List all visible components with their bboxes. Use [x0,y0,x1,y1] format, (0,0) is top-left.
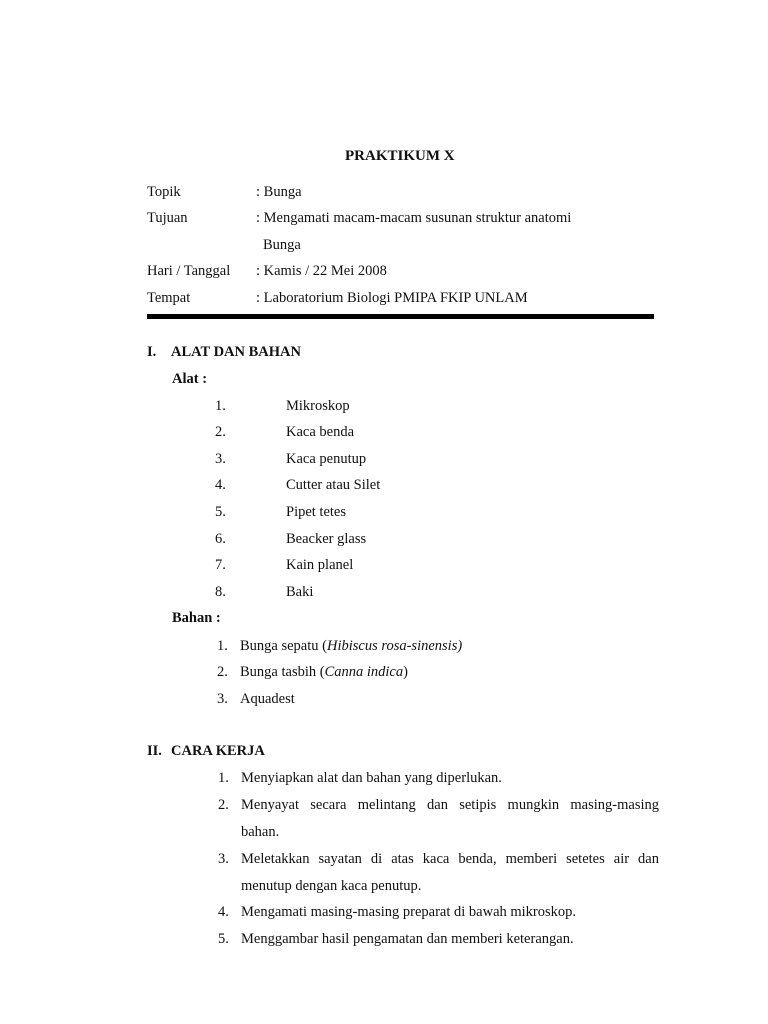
bahan-item-1 [240,637,462,655]
info-value-tempat: : Laboratorium Biologi PMIPA FKIP UNLAM [256,290,528,306]
bahan-item-1-latin: Hibiscus rosa-sinensis) [326,638,463,654]
bahan-item-2-post: ) [403,664,408,680]
alat-item-7: Kain planel [286,557,354,573]
step-num-3: 3. [218,851,229,867]
section-2-heading: CARA KERJA [171,743,265,759]
alat-num-1: 1. [215,398,226,414]
step-text-1: Menyiapkan alat dan bahan yang diperlukan. [241,770,502,786]
step-text-2-cont: bahan. [241,824,280,840]
alat-item-6: Beacker glass [286,531,367,547]
bahan-label: Bahan : [172,610,221,626]
bahan-num-1: 1. [217,638,228,654]
bahan-item-3-name: Aquadest [240,691,295,707]
bahan-item-1-name: Bunga sepatu ( [240,638,327,654]
alat-num-5: 5. [215,504,226,520]
section-1-number: I. [147,344,157,360]
info-value-topik: : Bunga [256,184,302,200]
bahan-item-2-latin: Canna indica [324,664,404,680]
alat-num-4: 4. [215,477,226,493]
bahan-item-3 [240,690,295,708]
page-title: PRAKTIKUM X [345,148,455,164]
step-num-4: 4. [218,904,229,920]
step-text-3: Meletakkan sayatan di atas kaca benda, memberi setetes air dan [241,851,659,867]
step-text-2: Menyayat secara melintang dan setipis mungkin masing-masing [241,797,659,813]
bahan-num-3: 3. [217,691,228,707]
alat-item-5: Pipet tetes [286,504,347,520]
step-text-4: Mengamati masing-masing preparat di bawah mikroskop. [241,904,577,920]
alat-num-6: 6. [215,531,226,547]
info-value-tujuan-cont: Bunga [263,237,301,253]
info-label-topik: Topik [147,184,181,200]
alat-num-3: 3. [215,451,226,467]
alat-item-8: Baki [286,584,314,600]
step-num-1: 1. [218,770,229,786]
step-text-3-cont: menutup dengan kaca penutup. [241,878,422,894]
info-label-tujuan: Tujuan [147,210,188,226]
alat-label: Alat : [172,371,208,387]
bahan-item-2-name: Bunga tasbih ( [240,664,325,680]
info-value-tanggal: : Kamis / 22 Mei 2008 [256,263,387,279]
info-value-tujuan: : Mengamati macam-macam susunan struktur anatomi [256,210,572,226]
section-1-heading: ALAT DAN BAHAN [171,344,301,360]
alat-num-8: 8. [215,584,226,600]
step-text-5: Menggambar hasil pengamatan dan memberi keterangan. [241,931,574,947]
alat-item-4: Cutter atau Silet [286,477,381,493]
alat-item-3: Kaca penutup [286,451,367,467]
header-divider [147,314,654,319]
alat-num-2: 2. [215,424,226,440]
bahan-item-2 [240,663,408,681]
bahan-num-2: 2. [217,664,228,680]
section-2-number: II. [147,743,162,759]
step-num-5: 5. [218,931,229,947]
alat-item-2: Kaca benda [286,424,355,440]
alat-num-7: 7. [215,557,226,573]
alat-item-1: Mikroskop [286,398,350,414]
info-label-tanggal: Hari / Tanggal [147,263,231,279]
info-label-tempat: Tempat [147,290,191,306]
step-num-2: 2. [218,797,229,813]
